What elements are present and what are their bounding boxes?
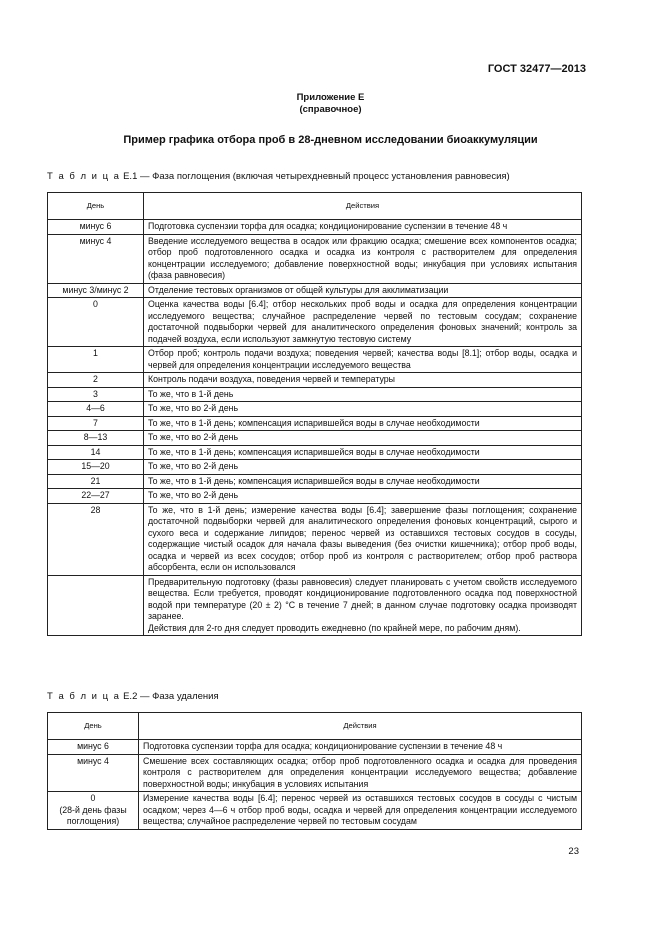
day-cell: 8—13 xyxy=(48,431,144,446)
day-cell: 14 xyxy=(48,445,144,460)
table-row xyxy=(48,792,582,830)
table-uptake-phase xyxy=(47,192,582,636)
day-cell: минус 4 xyxy=(48,234,144,283)
action-cell: То же, что в 1-й день; компенсация испарившейся воды в случае необходимости xyxy=(144,416,582,431)
table-row xyxy=(48,460,582,475)
table1-note-spacer xyxy=(48,575,144,636)
action-cell: Контроль подачи воздуха, поведения червей и температуры xyxy=(144,373,582,388)
table-row xyxy=(48,402,582,417)
col-header-day: День xyxy=(48,713,139,740)
day-cell: 1 xyxy=(48,347,144,373)
day-cell: 28 xyxy=(48,503,144,575)
action-cell: Введение исследуемого вещества в осадок или фракцию осадка; смешение всех компонентов осадка; отбор проб подготовленного осадка и осадка из контроля с растворителем для определения концентрации исследуемого; добавление поверхностной воды; инкубация при условиях испытания (фаза равновесия) xyxy=(144,234,582,283)
table-row xyxy=(48,283,582,298)
table-row xyxy=(48,234,582,283)
table1-note xyxy=(144,575,582,636)
page-number: 23 xyxy=(568,846,579,857)
table-elimination-phase xyxy=(47,712,582,830)
table2-caption-number: Е.2 xyxy=(123,691,138,702)
day-cell: 0 (28-й день фазы поглощения) xyxy=(48,792,139,830)
day-cell: 22—27 xyxy=(48,489,144,504)
day-cell: 4—6 xyxy=(48,402,144,417)
action-cell: То же, что в 1-й день xyxy=(144,387,582,402)
action-cell: Измерение качества воды [6.4]; перенос червей из оставшихся тестовых сосудов в сосуды с чистым осадком; через 4—6 ч отбор проб воды, осадка и червей для определения концентрации исследуемого вещества; случайное распределение червей по тестовым сосудам xyxy=(139,792,582,830)
table-row xyxy=(48,474,582,489)
table1-caption-text: — Фаза поглощения (включая четырехдневный процесс установления равновесия) xyxy=(140,171,510,182)
day-cell: минус 6 xyxy=(48,220,144,235)
action-cell: Отделение тестовых организмов от общей культуры для акклиматизации xyxy=(144,283,582,298)
standard-number: ГОСТ 32477—2013 xyxy=(487,63,586,75)
table2-caption xyxy=(47,691,219,702)
action-cell: То же, что в 1-й день; измерение качества воды [6.4]; завершение фазы поглощения; сохранение достаточной подвыборки червей для аналитического определения фоновых концентраций, сырого и сухого веса и содержание липидов; перенос червей из оставшихся тестовых сосудов в сосуды, содержащие чистый осадок для начала фазы выведения (без очистки кишечника); отбор проб воды, осадка и червей из всех сосудов; отбор проб из контроля с растворителем; отбор проб раствора абсорбента, если он использовался xyxy=(144,503,582,575)
day-cell: 15—20 xyxy=(48,460,144,475)
table-row xyxy=(48,373,582,388)
appendix-heading xyxy=(0,92,661,116)
table1-caption-prefix: Т а б л и ц а xyxy=(47,171,121,182)
table2-caption-text: — Фаза удаления xyxy=(140,691,219,702)
action-cell: Смешение всех составляющих осадка; отбор проб подготовленного осадка и осадка для проведения контроля с растворителем для определения концентрации исследуемого вещества; добавление поверхностной воды; инкубация в условиях испытания xyxy=(139,754,582,792)
table-row xyxy=(48,347,582,373)
action-cell: Отбор проб; контроль подачи воздуха; поведения червей; качества воды [8.1]; отбор воды, осадка и червей для определения концентрации исследуемого вещества xyxy=(144,347,582,373)
table1-caption xyxy=(47,171,510,182)
table-row xyxy=(48,754,582,792)
table-row xyxy=(48,489,582,504)
day-cell: 21 xyxy=(48,474,144,489)
day-cell: 2 xyxy=(48,373,144,388)
table1-caption-number: Е.1 xyxy=(123,171,138,182)
table2-body xyxy=(48,740,582,830)
action-cell: Подготовка суспензии торфа для осадка; кондиционирование суспензии в течение 48 ч xyxy=(144,220,582,235)
action-cell: То же, что во 2-й день xyxy=(144,489,582,504)
action-cell: Оценка качества воды [6.4]; отбор нескольких проб воды и осадка для определения концентрации исследуемого вещества; случайное распределение червей по тестовым сосудам; сохранение достаточной подвыборки червей для аналитического определения фоновых значений; контроль за подачей воздуха, если используют замкнутую тестовую систему xyxy=(144,298,582,347)
table1-note-line1: Предварительную подготовку (фазы равновесия) следует планировать с учетом свойств исследуемого вещества. Если требуется, проводят кондиционирование подготовленного осадка под поверхностной водой при температуре (20 ± 2) °С в течение 7 дней; в данном случае подготовку осадка производят заранее. xyxy=(148,576,577,621)
day-cell: минус 3/минус 2 xyxy=(48,283,144,298)
col-header-actions: Действия xyxy=(139,713,582,740)
day-cell: минус 4 xyxy=(48,754,139,792)
action-cell: То же, что в 1-й день; компенсация испарившейся воды в случае необходимости xyxy=(144,474,582,489)
table-row xyxy=(48,298,582,347)
day-cell: 0 xyxy=(48,298,144,347)
day-cell: 7 xyxy=(48,416,144,431)
table1-note-line2: Действия для 2-го дня следует проводить ежедневно (по крайней мере, по рабочим дням). xyxy=(148,622,521,633)
action-cell: То же, что в 1-й день; компенсация испарившейся воды в случае необходимости xyxy=(144,445,582,460)
day-cell: минус 6 xyxy=(48,740,139,755)
table-row xyxy=(48,387,582,402)
appendix-title: Приложение Е xyxy=(296,92,365,103)
table-row xyxy=(48,431,582,446)
table1-body xyxy=(48,220,582,576)
table-row xyxy=(48,220,582,235)
document-title: Пример графика отбора проб в 28-дневном исследовании биоаккумуляции xyxy=(123,134,538,146)
table-row xyxy=(48,740,582,755)
action-cell: То же, что во 2-й день xyxy=(144,431,582,446)
col-header-day: День xyxy=(48,193,144,220)
table2-caption-prefix: Т а б л и ц а xyxy=(47,691,121,702)
appendix-subtitle: (справочное) xyxy=(299,104,362,115)
action-cell: То же, что во 2-й день xyxy=(144,460,582,475)
action-cell: То же, что во 2-й день xyxy=(144,402,582,417)
action-cell: Подготовка суспензии торфа для осадка; кондиционирование суспензии в течение 48 ч xyxy=(139,740,582,755)
table-row xyxy=(48,445,582,460)
table-row xyxy=(48,416,582,431)
day-cell: 3 xyxy=(48,387,144,402)
col-header-actions: Действия xyxy=(144,193,582,220)
table-row xyxy=(48,503,582,575)
